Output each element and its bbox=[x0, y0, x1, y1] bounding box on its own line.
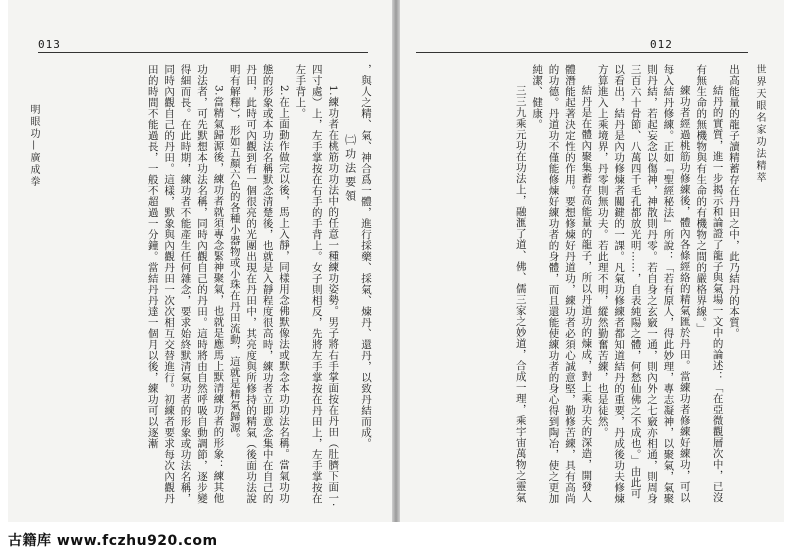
site-watermark: 古籍库 www.fczhu920.com bbox=[8, 533, 218, 549]
paragraph: 2.在上面動作做完以後，馬上入靜，同樣用念佛默像法或默念本功功法名稱。當氣功功態的形象或本功法名稱默念清楚後，也就是入靜程度很高時，練功者立即意念集中在自己的丹田，此時可內觀到有一個很亮的光團出現在丹田中，其亮度與所修持的精氣（後面功法說明有解釋），形如五顏六色的各種小器物或小珠在丹田流動，這就是精氣歸源。 bbox=[228, 64, 290, 504]
paragraph: ，與人之精、氣、神合爲一體，進行採藥、採氣、煉丹、還丹，以致丹結而成。 bbox=[360, 64, 372, 449]
right-page bbox=[400, 0, 784, 522]
book-spine bbox=[392, 0, 400, 522]
paragraph: 結丹是在體內聚集蓄存高能量的龍子，所以丹道功的煉成，對上乘功夫的深造，開發人體潛能起著決定性的作用。要想修煉好丹道功，練功者必須心誠意堅，勤修苦練，具有高尚的功德。丹道功不僅能修煉好練功者的身體，而且還能使練功者的身心得到陶冶，使之更加純潔、健康。 bbox=[531, 64, 593, 504]
left-page bbox=[8, 0, 392, 522]
header-rule-right bbox=[416, 52, 748, 53]
paragraph: 3.當精氣歸源後，練功者就須專念緊神聚氣，也就是應馬上默清練功者的形象：練其他功法者，可先默想本功法名稱，同時內觀自己的丹田。這時將由自然呼吸自動調節，逐步變得細而長。在此時期，練功者不能產生任何雜念，要求始終默清氣功者的形象或功法名稱，同時內觀自己的丹田。這樣，默象與內觀丹田一次次相互交替進行。初練者要求每次內觀丹田的時間不能過長，一般不超過一分鐘。當結丹丹達一個月以後，練功可以逐漸 bbox=[146, 64, 225, 504]
page-number-left: 013 bbox=[38, 38, 61, 51]
running-head-right: 世界天眼名家功法精萃 bbox=[754, 64, 765, 184]
left-page-body bbox=[52, 64, 374, 509]
paragraph: 1.練功者在桃筋功功法中的任意一種練功姿勢。男子將右手掌面按在丹田（肚臍下面一·四寸處）上，左手掌按在右手的手背上。女子則相反，先將左手掌按在丹田上，左手掌按在左手背上。 bbox=[294, 64, 340, 507]
paragraph: 出高能量的龍子讀精蓄存在丹田之中，此乃結丹的本質。 bbox=[728, 64, 740, 339]
section-heading: ㈡功法要領 bbox=[343, 134, 357, 204]
page-number-right: 012 bbox=[650, 38, 673, 51]
header-rule-left bbox=[38, 52, 368, 53]
footer-bar bbox=[0, 522, 793, 554]
paragraph: 練功者經過桃筋功修練後，體內各條經絡的精氣匯於丹田。當練功者修練好練功，可以每入結丹修練。正如『聖經秘法』所說：「若有原人，得此妙理，專志凝神，以聚氣，氣聚則丹結，若起妄念以傷神，神散則丹零。若自身之玄竅一通，則內外之七竅亦相通，則周身三百六十骨節、八萬四千毛孔都放光明……，自表純陽之體，何愁仙佛之不成也。」由此可以看出，結丹是內功修煉者關鍵的一課。凡氣功修練者都知道結丹的重要，丹成後功夫修煉方算進入上乘境界，丹零則無功夫。若此理不明，縱然勤奮苦練，也是徒然。 bbox=[596, 64, 691, 504]
paragraph: 結丹的實質，進一步揭示和論證了龍子與氣場一文中的論述：「在亞微觀層次中，已沒有無生命的無機物與有生命的有機物之間的嚴格界線。」 bbox=[695, 64, 724, 503]
running-head-left: 明眼功—廣成拳 bbox=[28, 104, 39, 188]
right-page-body bbox=[414, 64, 742, 509]
paragraph: 三三九乘元功在功法上，融滙了道、佛、儒三家之妙道，合成一理，乘宇宙萬物之靈氣 bbox=[514, 85, 527, 503]
